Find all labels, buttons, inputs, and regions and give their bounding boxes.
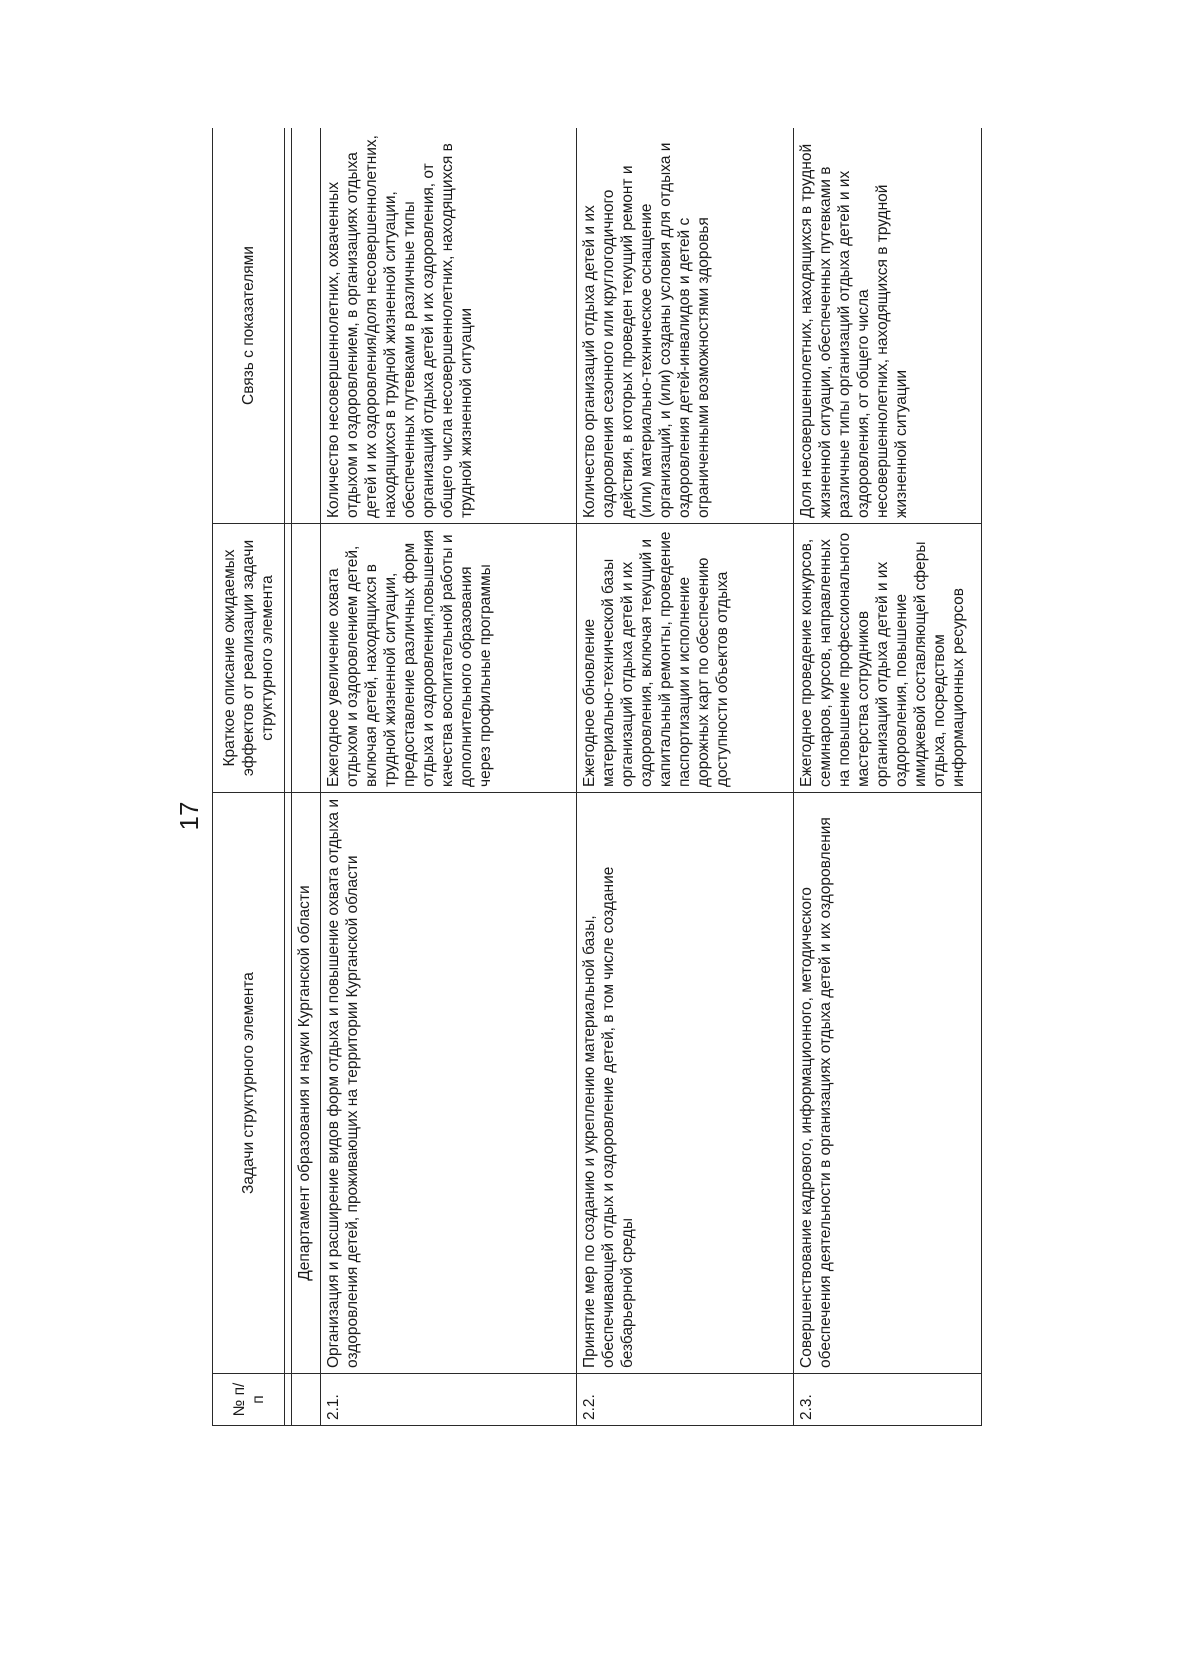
row-task: Принятие мер по созданию и укреплению материальной базы, обеспечивающей отдых и оздоровление детей, в том числе создание безбарьерной среды bbox=[577, 793, 794, 1374]
rotated-table-content bbox=[212, 128, 994, 1426]
row-number: 2.2. bbox=[577, 1374, 794, 1426]
row-link: Количество организаций отдыха детей и их оздоровления сезонного или круглогодичного действия, в которых проведен текущий ремонт и (или) материально-техническое оснащение организаций, и (или) созданы условия для отдыха и оздоровления детей-инвалидов и детей с ограниченными возможностями здоровья bbox=[577, 128, 794, 524]
spacer-cell bbox=[285, 128, 292, 524]
department-spacer-cell bbox=[292, 1374, 321, 1426]
rotated-table-frame bbox=[212, 128, 994, 1426]
header-tasks: Задачи структурного элемента bbox=[213, 793, 285, 1374]
row-number: 2.1. bbox=[321, 1374, 577, 1426]
department-empty-cell bbox=[292, 524, 321, 793]
table-row bbox=[577, 128, 794, 1426]
table-row bbox=[794, 128, 982, 1426]
row-link: Доля несовершеннолетних, находящихся в трудной жизненной ситуации, обеспеченных путевками в различные типы организаций отдыха детей и их оздоровления, от общего числа несовершеннолетних, находящихся в трудной жизненной ситуации bbox=[794, 128, 982, 524]
header-number: № п/п bbox=[213, 1374, 285, 1426]
spacer-cell bbox=[285, 793, 292, 1374]
spacer-cell bbox=[285, 1374, 292, 1426]
table-row bbox=[321, 128, 577, 1426]
row-task: Совершенствование кадрового, информационного, методического обеспечения деятельности в организациях отдыха детей и их оздоровления bbox=[794, 793, 982, 1374]
row-effect: Ежегодное проведение конкурсов, семинаров, курсов, направленных на повышение профессионального мастерства сотрудников организаций отдыха детей и их оздоровления, повышение имиджевой составляющей сферы отдыха, посредством информационных ресурсов bbox=[794, 524, 982, 793]
spacer-cell bbox=[285, 524, 292, 793]
department-empty-cell bbox=[292, 128, 321, 524]
row-effect: Ежегодное обновление материально-технической базы организаций отдыха детей и их оздоровления, включая текущий и капитальный ремонты, проведение паспортизации и исполнение дорожных карт по обеспечению доступности объектов отдыха bbox=[577, 524, 794, 793]
row-number: 2.3. bbox=[794, 1374, 982, 1426]
department-row bbox=[292, 128, 321, 1426]
row-task: Организация и расширение видов форм отдыха и повышение охвата отдыха и оздоровления детей, проживающих на территории Курганской области bbox=[321, 793, 577, 1374]
page-number: 17 bbox=[174, 801, 204, 831]
row-effect: Ежегодное увеличение охвата отдыхом и оздоровлением детей, включая детей, находящихся в трудной жизненной ситуации, предоставление различных форм отдыха и оздоровления,повышения качества воспитательной работы и дополнительного образования через профильные программы bbox=[321, 524, 577, 793]
structural-element-tasks-table bbox=[212, 128, 982, 1426]
header-effects: Краткое описание ожидаемых эффектов от реализации задачи структурного элемента bbox=[213, 524, 285, 793]
spacer-row bbox=[285, 128, 292, 1426]
row-link: Количество несовершеннолетних, охваченных отдыхом и оздоровлением, в организациях отдыха детей и их оздоровления/доля несовершеннолетних, находящихся в трудной жизненной ситуации, обеспеченных путевками в различные типы организаций отдыха детей и их оздоровления, от общего числа несовершеннолетних, находящихся в трудной жизненной ситуации bbox=[321, 128, 577, 524]
table-header-row bbox=[213, 128, 285, 1426]
department-name: Департамент образования и науки Курганской области bbox=[292, 793, 321, 1374]
header-link: Связь с показателями bbox=[213, 128, 285, 524]
